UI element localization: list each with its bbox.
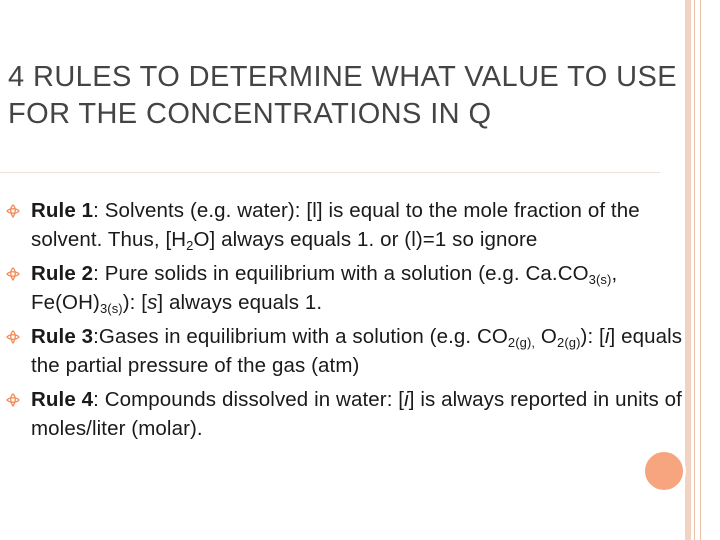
- italic-symbol: i: [404, 388, 409, 411]
- rule-label: Rule 2: [31, 262, 94, 285]
- rule-item: [0, 196, 690, 254]
- rule-label: Rule 4: [31, 388, 94, 411]
- rule-label: Rule 3: [31, 325, 94, 348]
- rules-list: [0, 196, 690, 448]
- subscript: 2: [186, 238, 194, 253]
- subscript: 2(g),: [507, 335, 536, 350]
- rule-text: ] equals the partial pressure of the gas (atm): [31, 325, 683, 377]
- rule-text: ] is always reported in units of moles/liter (molar).: [31, 388, 682, 440]
- rule-text: ): [: [580, 325, 605, 348]
- rule-text: :Gases in equilibrium with a solution (e.g. CO: [93, 325, 508, 348]
- leaf-bullet-icon: [6, 204, 20, 218]
- rule-text: : Compounds dissolved in water: [: [93, 388, 405, 411]
- title-divider: [0, 172, 660, 173]
- rule-text: : Pure solids in equilibrium with a solution (e.g. Ca.CO: [93, 262, 589, 285]
- rule-text: ): [: [122, 291, 148, 314]
- rule-item: [0, 322, 690, 380]
- rule-text: O] always equals 1. or (l)=1 so ignore: [193, 228, 538, 251]
- leaf-bullet-icon: [6, 330, 20, 344]
- italic-symbol: i: [604, 325, 610, 348]
- rule-text: O: [535, 325, 557, 348]
- leaf-bullet-icon: [6, 393, 20, 407]
- rule-item: [0, 385, 690, 443]
- rule-item: [0, 259, 690, 317]
- italic-symbol: s: [147, 291, 158, 314]
- subscript: 3(s): [99, 301, 123, 316]
- decorative-border-line: [694, 0, 695, 540]
- leaf-bullet-icon: [6, 267, 20, 281]
- rule-text: : Solvents (e.g. water): [l] is equal to the mole fraction of the solvent. Thus, [H: [31, 199, 640, 251]
- subscript: 2(g): [556, 335, 581, 350]
- slide-title: 4 RULES TO DETERMINE WHAT VALUE TO USE FOR THE CONCENTRATIONS IN Q: [8, 61, 677, 130]
- rule-text: , Fe(OH): [31, 262, 618, 314]
- subscript: 3(s): [588, 272, 612, 287]
- rule-label: Rule 1: [31, 199, 94, 222]
- decorative-border-line: [700, 0, 701, 540]
- rule-text: ] always equals 1.: [157, 291, 323, 314]
- decorative-circle: [642, 449, 686, 493]
